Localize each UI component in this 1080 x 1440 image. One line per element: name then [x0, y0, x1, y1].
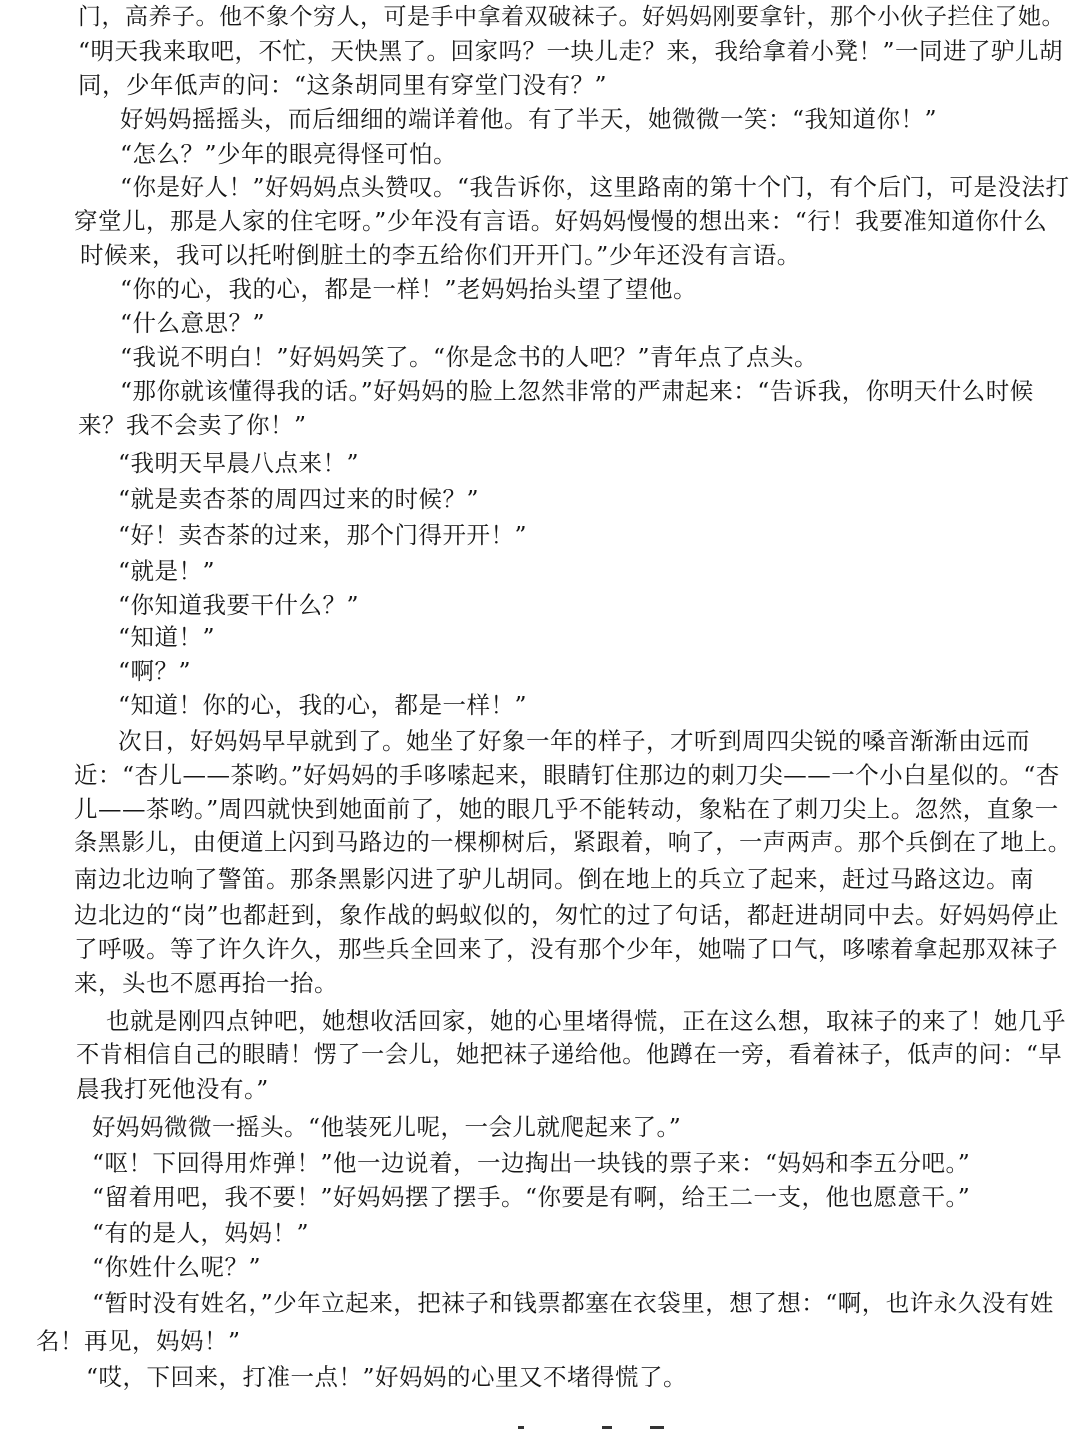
- text-line: 边北边的“岗”也都赶到，象作战的蚂蚁似的，匆忙的过了句话，都赶进胡同中去。好妈妈停止: [74, 901, 1060, 929]
- text-line: “呕！下回得用炸弹！”他一边说着，一边掏出一块钱的票子来：“妈妈和李五分吧。”: [92, 1149, 971, 1177]
- text-line: 时候来，我可以托咐倒脏土的李五给你们开开门。”少年还没有言语。: [80, 241, 801, 269]
- text-line: “知道！”: [118, 623, 216, 651]
- text-line: 晨我打死他没有。”: [76, 1075, 269, 1103]
- text-line: “那你就该懂得我的话。”好妈妈的脸上忽然非常的严肃起来：“告诉我，你明天什么时候: [120, 377, 1034, 405]
- text-line: “我说不明白！”好妈妈笑了。“你是念书的人吧？”青年点了点头。: [120, 343, 819, 371]
- text-line: “留着用吧，我不要！”好妈妈摆了摆手。“你要是有啊，给王二一支，他也愿意干。”: [92, 1183, 971, 1211]
- text-line: 名！再见，妈妈！”: [36, 1327, 241, 1355]
- text-line: “你是好人！”好妈妈点头赞叹。“我告诉你，这里路南的第十个门，有个后门，可是没法打: [120, 173, 1070, 201]
- text-line: 穿堂儿，那是人家的住宅呀。”少年没有言语。好妈妈慢慢的想出来：“行！我要准知道你什么: [74, 207, 1048, 235]
- text-line: 南边北边响了警笛。那条黑影闪进了驴儿胡同。倒在地上的兵立了起来，赶过马路这边。南: [74, 865, 1034, 893]
- text-line: “你姓什么呢？”: [92, 1253, 262, 1281]
- text-line: “有的是人，妈妈！”: [92, 1219, 310, 1247]
- text-line: 条黑影儿，由便道上闪到马路边的一棵柳树后，紧跟着，响了，一声两声。那个兵倒在了地上。: [74, 829, 1072, 856]
- text-line: 近：“杏儿——茶哟。”好妈妈的手哆嗦起来，眼睛钉住那边的刺刀尖——一个小白星似的。“杏: [74, 761, 1060, 789]
- text-line: 门，高养子。他不象个穷人，可是手中拿着双破袜子。好妈妈刚要拿针，那个小伙子拦住了她。: [78, 4, 1065, 30]
- text-line: 也就是刚四点钟吧，她想收活回家，她的心里堵得慌，正在这么想，取袜子的来了！她几乎: [106, 1007, 1066, 1035]
- text-line: 好妈妈微微一摇头。“他装死儿呢，一会儿就爬起来了。”: [92, 1113, 682, 1141]
- text-line: 次日，好妈妈早早就到了。她坐了好象一年的样子，才听到周四尖锐的嗓音渐渐由远而: [118, 727, 1030, 755]
- text-line: “好！卖杏茶的过来，那个门得开开！”: [118, 521, 528, 549]
- text-line: “我明天早晨八点来！”: [118, 449, 360, 477]
- text-line: “就是！”: [118, 557, 216, 585]
- text-line: “你的心，我的心，都是一样！”老妈妈抬头望了望他。: [120, 275, 698, 303]
- text-line: 了呼吸。等了许久许久，那些兵全回来了，没有那个少年，她喘了口气，哆嗦着拿起那双袜子: [74, 935, 1058, 963]
- text-line: 儿——茶哟。”周四就快到她面前了，她的眼几乎不能转动，象粘在了刺刀尖上。忽然，直象一: [74, 795, 1059, 823]
- text-line: 好妈妈摇摇头，而后细细的端详着他。有了半天，她微微一笑：“我知道你！”: [120, 105, 938, 133]
- text-line: “哎，下回来，打准一点！”好妈妈的心里又不堵得慌了。: [86, 1363, 688, 1391]
- text-line: 来，头也不愿再抬一抬。: [74, 969, 338, 997]
- text-line: “啊？”: [118, 657, 192, 685]
- text-line: “知道！你的心，我的心，都是一样！”: [118, 691, 528, 719]
- text-line: 同，少年低声的问：“这条胡同里有穿堂门没有？”: [78, 71, 608, 99]
- scan-artifact-marks: [480, 1422, 680, 1436]
- text-line: 来？我不会卖了你！”: [78, 411, 307, 439]
- text-line: “怎么？”少年的眼亮得怪可怕。: [120, 140, 458, 168]
- text-line: 不肯相信自己的眼睛！愣了一会儿，她把袜子递给他。他蹲在一旁，看着袜子，低声的问：“早: [76, 1041, 1063, 1068]
- text-line: “明天我来取吧，不忙，天快黑了。回家吗？一块儿走？来，我给拿着小凳！”一同进了驴儿胡: [78, 37, 1064, 65]
- text-line: “你知道我要干什么？”: [118, 591, 360, 619]
- text-line: “暂时没有姓名，”少年立起来，把袜子和钱票都塞在衣袋里，想了想：“啊，也许永久没有姓: [92, 1289, 1054, 1317]
- text-line: “就是卖杏茶的周四过来的时候？”: [118, 485, 480, 513]
- text-line: “什么意思？”: [120, 309, 266, 337]
